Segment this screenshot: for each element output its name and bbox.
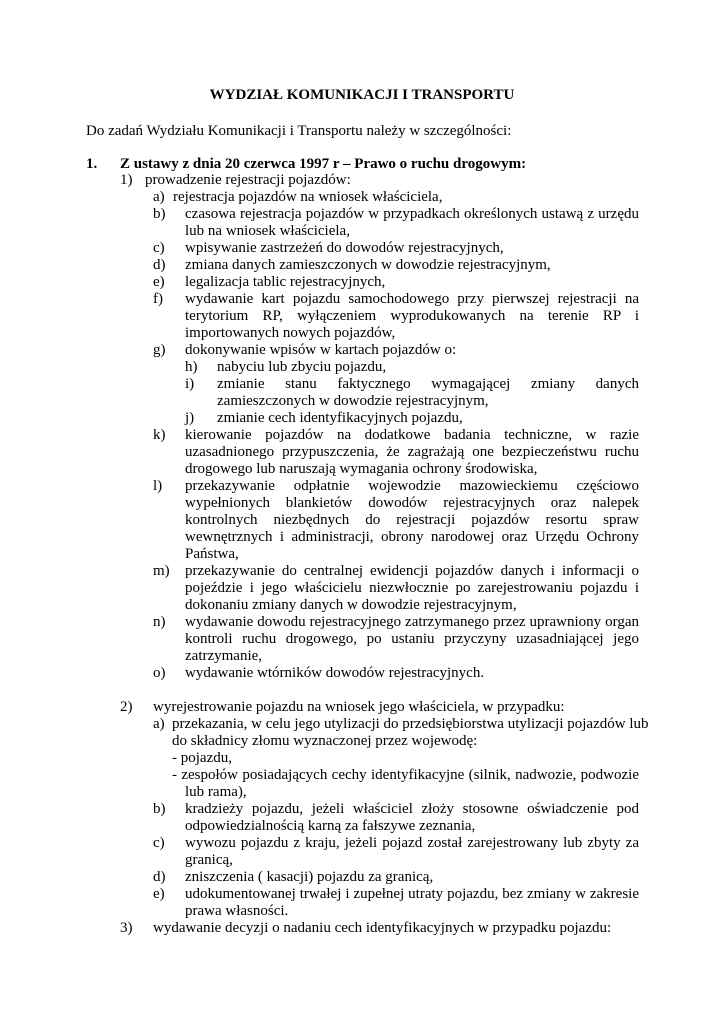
section-number: 1. bbox=[86, 156, 98, 172]
item-text: drogowego lub naruszają wymagania ochrony środowiska, bbox=[185, 461, 538, 477]
item-label: e) bbox=[153, 886, 165, 902]
item-text: Państwa, bbox=[185, 546, 239, 562]
document-title: WYDZIAŁ KOMUNIKACJI I TRANSPORTU bbox=[209, 87, 515, 103]
item-text: przekazywanie do centralnej ewidencji pojazdów danych i informacji o bbox=[185, 563, 639, 579]
item-text: lub na wniosek właściciela, bbox=[185, 223, 350, 239]
section-heading: Z ustawy z dnia 20 czerwca 1997 r – Prawo o ruchu drogowym: bbox=[120, 156, 527, 172]
item-text: przekazania, w celu jego utylizacji do przedsiębiorstwa utylizacji pojazdów lub bbox=[172, 716, 649, 732]
subitem-text: zmianie stanu faktycznego wymagającej zmiany danych bbox=[217, 376, 639, 392]
item-text: kierowanie pojazdów na dodatkowe badania techniczne, w razie bbox=[185, 427, 639, 443]
item-label: k) bbox=[153, 427, 166, 443]
item-text: uzasadnionego przypuszczenia, że zagrażają one bezpieczeństwu ruchu bbox=[185, 444, 639, 460]
item-text: dokonaniu zmiany danych w dowodzie rejestracyjnym, bbox=[185, 597, 517, 613]
subitem-text: nabyciu lub zbyciu pojazdu, bbox=[217, 359, 387, 375]
point-label: 2) bbox=[120, 699, 133, 715]
subitem-label: h) bbox=[185, 359, 198, 375]
item-text: - pojazdu, bbox=[172, 750, 232, 766]
item-text: kontrolnych niezbędnych do rejestracji pojazdów resortu spraw bbox=[185, 512, 639, 528]
item-text: udokumentowanej trwałej i zupełnej utraty pojazdu, bez zmiany w zakresie bbox=[185, 886, 639, 902]
item-text: do składnicy złomu wyznaczonej przez wojewodę: bbox=[172, 733, 478, 749]
item-text: lub rama), bbox=[185, 784, 247, 800]
item-label: d) bbox=[153, 869, 166, 885]
item-label: l) bbox=[153, 478, 163, 494]
item-text: wydawanie dowodu rejestracyjnego zatrzymanego przez uprawniony organ bbox=[185, 614, 639, 630]
item-text: zatrzymanie, bbox=[185, 648, 263, 664]
item-text: dokonywanie wpisów w kartach pojazdów o: bbox=[185, 342, 457, 358]
item-label: f) bbox=[153, 291, 163, 307]
item-text: granicą, bbox=[185, 852, 233, 868]
subitem-text: zamieszczonych w dowodzie rejestracyjnym, bbox=[217, 393, 489, 409]
intro-text: Do zadań Wydziału Komunikacji i Transportu należy w szczególności: bbox=[86, 123, 512, 139]
item-text: wewnętrznych i administracji, obrony narodowej oraz Urzędu Ochrony bbox=[185, 529, 639, 545]
point-text: wyrejestrowanie pojazdu na wniosek jego właściciela, w przypadku: bbox=[153, 699, 565, 715]
subitem-text: zmianie cech identyfikacyjnych pojazdu, bbox=[217, 410, 463, 426]
item-text: kradzieży pojazdu, jeżeli właściciel złoży stosowne oświadczenie pod bbox=[185, 801, 639, 817]
item-label: b) bbox=[153, 206, 166, 222]
item-text: wydawanie wtórników dowodów rejestracyjnych. bbox=[185, 665, 485, 681]
point-text: prowadzenie rejestracji pojazdów: bbox=[145, 172, 351, 188]
item-label: c) bbox=[153, 240, 165, 256]
item-label: o) bbox=[153, 665, 166, 681]
item-label: g) bbox=[153, 342, 166, 358]
item-label: e) bbox=[153, 274, 165, 290]
item-text: kontroli ruchu drogowego, po ustaniu przyczyny uzasadniającej jego bbox=[185, 631, 639, 647]
point-text: wydawanie decyzji o nadaniu cech identyfikacyjnych w przypadku pojazdu: bbox=[153, 920, 612, 936]
item-text: wywozu pojazdu z kraju, jeżeli pojazd został zarejestrowany lub zbyty za bbox=[185, 835, 639, 851]
item-text: wydawanie kart pojazdu samochodowego przy pierwszej rejestracji na bbox=[185, 291, 639, 307]
item-text: importowanych nowych pojazdów, bbox=[185, 325, 396, 341]
item-text: prawa własności. bbox=[185, 903, 289, 919]
item-text: czasowa rejestracja pojazdów w przypadkach określonych ustawą z urzędu bbox=[185, 206, 639, 222]
item-label: b) bbox=[153, 801, 166, 817]
item-label: m) bbox=[153, 563, 170, 579]
item-text: - zespołów posiadających cechy identyfikacyjne (silnik, nadwozie, podwozie bbox=[172, 767, 639, 783]
item-label: c) bbox=[153, 835, 165, 851]
item-text: rejestracja pojazdów na wniosek właściciela, bbox=[173, 189, 443, 205]
item-text: pojeździe i jego właścicielu niezwłocznie po zarejestrowaniu pojazdu i bbox=[185, 580, 639, 596]
subitem-label: i) bbox=[185, 376, 195, 392]
item-text: wpisywanie zastrzeżeń do dowodów rejestracyjnych, bbox=[185, 240, 504, 256]
item-text: wypełnionych blankietów dowodów rejestracyjnych oraz nalepek bbox=[185, 495, 639, 511]
item-text: zniszczenia ( kasacji) pojazdu za granicą, bbox=[185, 869, 434, 885]
subitem-label: j) bbox=[185, 410, 195, 426]
item-text: terytorium RP, wyłączeniem wyprodukowanych na terenie RP i bbox=[185, 308, 639, 324]
point-label: 3) bbox=[120, 920, 133, 936]
item-text: odpowiedzialnością karną za fałszywe zeznania, bbox=[185, 818, 476, 834]
point-label: 1) bbox=[120, 172, 133, 188]
item-text: zmiana danych zamieszczonych w dowodzie rejestracyjnym, bbox=[185, 257, 551, 273]
item-label: a) bbox=[153, 189, 165, 205]
item-text: przekazywanie odpłatnie wojewodzie mazowieckiemu częściowo bbox=[185, 478, 639, 494]
item-label: d) bbox=[153, 257, 166, 273]
item-label: a) bbox=[153, 716, 165, 732]
item-text: legalizacja tablic rejestracyjnych, bbox=[185, 274, 386, 290]
item-label: n) bbox=[153, 614, 166, 630]
